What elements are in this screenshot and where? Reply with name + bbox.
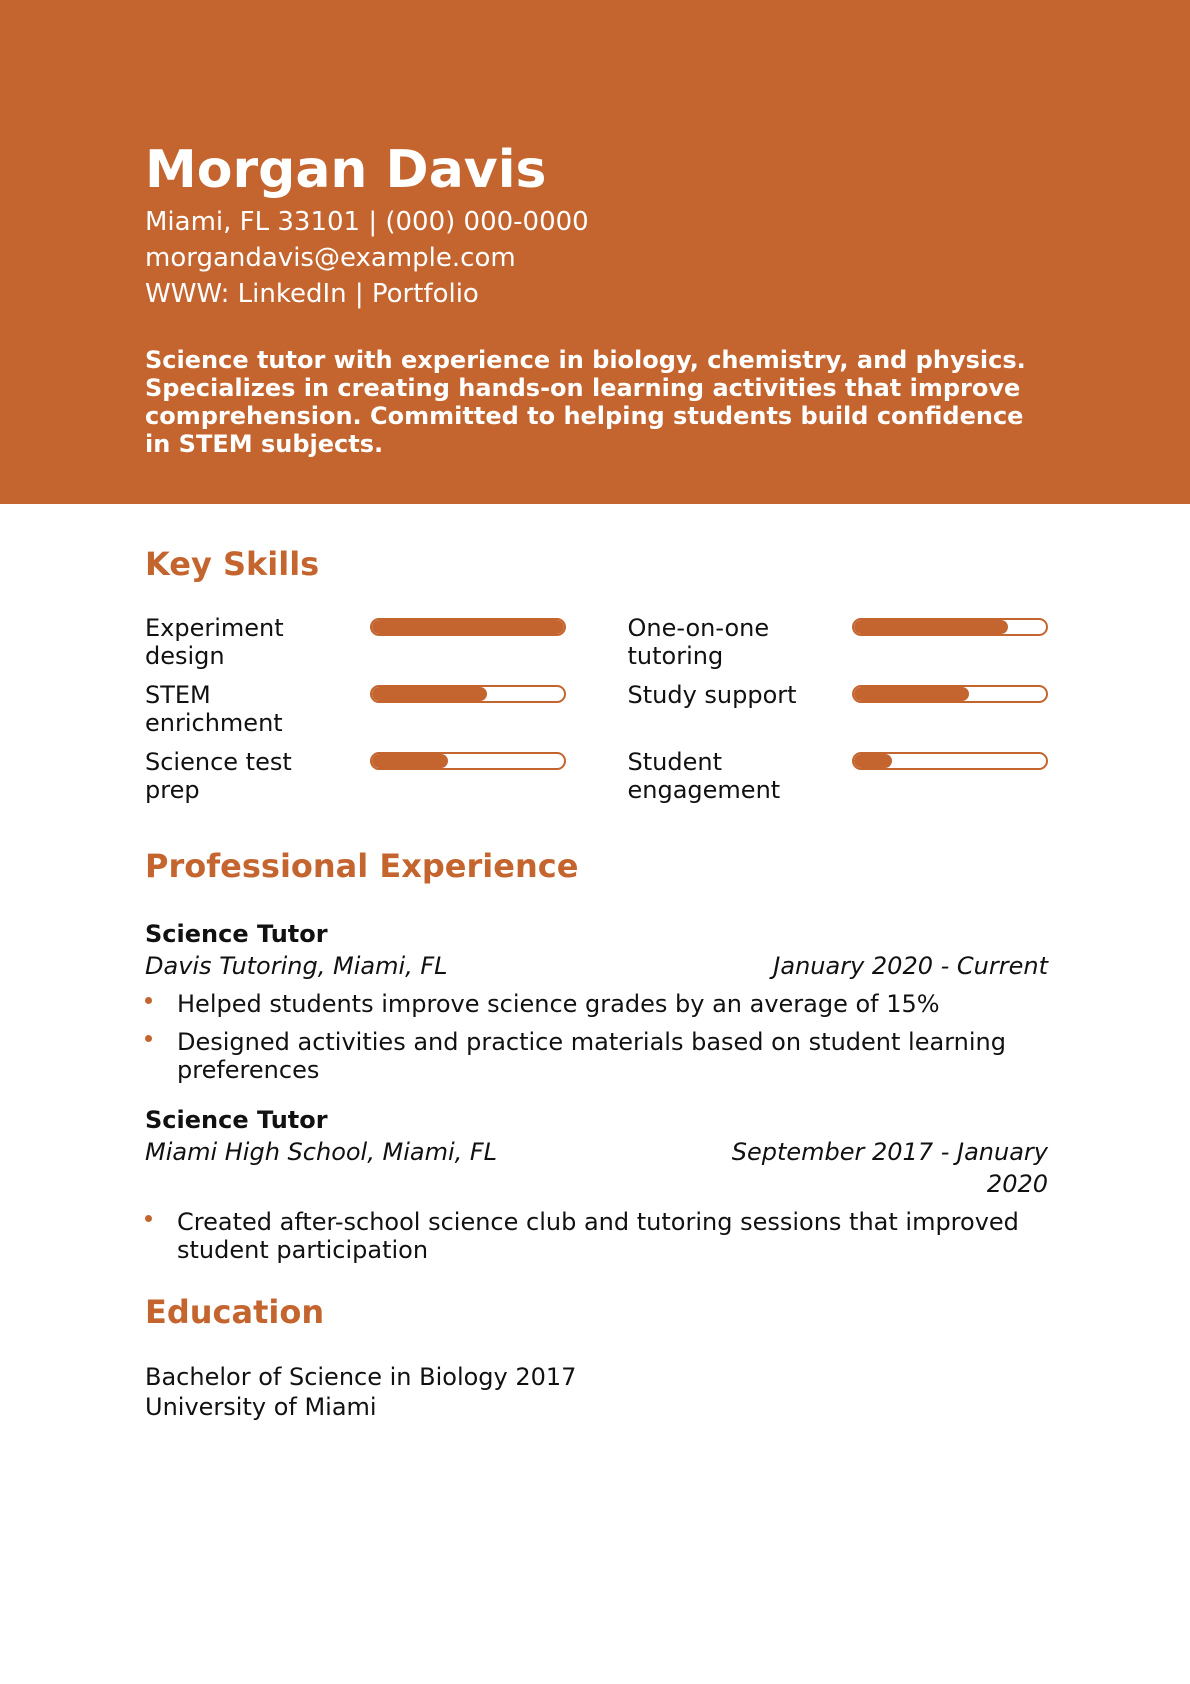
skill-bar-fill bbox=[372, 687, 487, 701]
skill-item bbox=[628, 748, 1049, 804]
resume-body bbox=[0, 544, 1190, 1422]
job-bullet bbox=[145, 1028, 1048, 1084]
skill-label: Study support bbox=[627, 681, 797, 709]
school: University of Miami bbox=[145, 1393, 377, 1421]
skill-bar bbox=[852, 685, 1048, 703]
job-company: Davis Tutoring, Miami, FL bbox=[145, 952, 448, 980]
location-phone: Miami, FL 33101 | (000) 000-0000 bbox=[145, 207, 589, 237]
job-meta bbox=[145, 950, 1048, 982]
job-company: Miami High School, Miami, FL bbox=[145, 1138, 498, 1166]
resume-header bbox=[0, 0, 1190, 504]
skill-label: STEM enrichment bbox=[145, 681, 283, 737]
experience-heading: Professional Experience bbox=[145, 847, 579, 885]
job-bullet bbox=[145, 990, 1048, 1018]
job-bullets bbox=[145, 1208, 1048, 1264]
skill-bar bbox=[370, 685, 566, 703]
job-bullet-text: Helped students improve science grades by an average of 15% bbox=[177, 990, 940, 1018]
skill-item bbox=[145, 681, 566, 737]
job-bullet bbox=[145, 1208, 1048, 1264]
education-heading: Education bbox=[145, 1293, 325, 1331]
skill-bar bbox=[852, 618, 1048, 636]
skill-bar-fill bbox=[372, 620, 564, 634]
job-entry bbox=[145, 1104, 1048, 1264]
email: morgandavis@example.com bbox=[145, 243, 516, 273]
skill-label: One-on-one tutoring bbox=[627, 614, 770, 670]
skill-item bbox=[145, 614, 566, 670]
skills-heading: Key Skills bbox=[145, 545, 320, 583]
job-dates: September 2017 - January 2020 bbox=[731, 1138, 1048, 1198]
skill-label: Science test prep bbox=[145, 748, 292, 804]
bullet-icon bbox=[145, 1215, 152, 1222]
skills-grid bbox=[145, 614, 1048, 804]
degree: Bachelor of Science in Biology 2017 bbox=[145, 1363, 577, 1391]
bullet-icon bbox=[145, 1035, 152, 1042]
skill-bar-fill bbox=[854, 687, 969, 701]
skill-item bbox=[628, 614, 1049, 670]
skill-bar-fill bbox=[854, 754, 892, 768]
job-title: Science Tutor bbox=[145, 920, 328, 948]
skill-label: Experiment design bbox=[145, 614, 284, 670]
bullet-icon bbox=[145, 997, 152, 1004]
job-title: Science Tutor bbox=[145, 1106, 328, 1134]
job-entry bbox=[145, 918, 1048, 1084]
skill-bar bbox=[852, 752, 1048, 770]
candidate-name: Morgan Davis bbox=[145, 140, 547, 200]
skill-item bbox=[145, 748, 566, 804]
job-dates: January 2020 - Current bbox=[773, 952, 1048, 980]
job-bullet-text: Created after-school science club and tutoring sessions that improved student participation bbox=[177, 1208, 1019, 1264]
skill-bar bbox=[370, 618, 566, 636]
job-bullet-text: Designed activities and practice materials based on student learning preferences bbox=[177, 1028, 1006, 1084]
job-bullets bbox=[145, 990, 1048, 1084]
skill-bar bbox=[370, 752, 566, 770]
skill-item bbox=[628, 681, 1049, 737]
professional-summary: Science tutor with experience in biology, chemistry, and physics. Specializes in creating hands-on learning activities that improve comprehension. Committed to helping students build confidence in STEM subjects. bbox=[145, 346, 1026, 458]
skill-bar-fill bbox=[372, 754, 449, 768]
web-links: WWW: LinkedIn | Portfolio bbox=[145, 279, 479, 309]
job-meta bbox=[145, 1136, 1048, 1200]
skill-label: Student engagement bbox=[627, 748, 781, 804]
skill-bar-fill bbox=[854, 620, 1008, 634]
education-entry bbox=[145, 1362, 1045, 1422]
